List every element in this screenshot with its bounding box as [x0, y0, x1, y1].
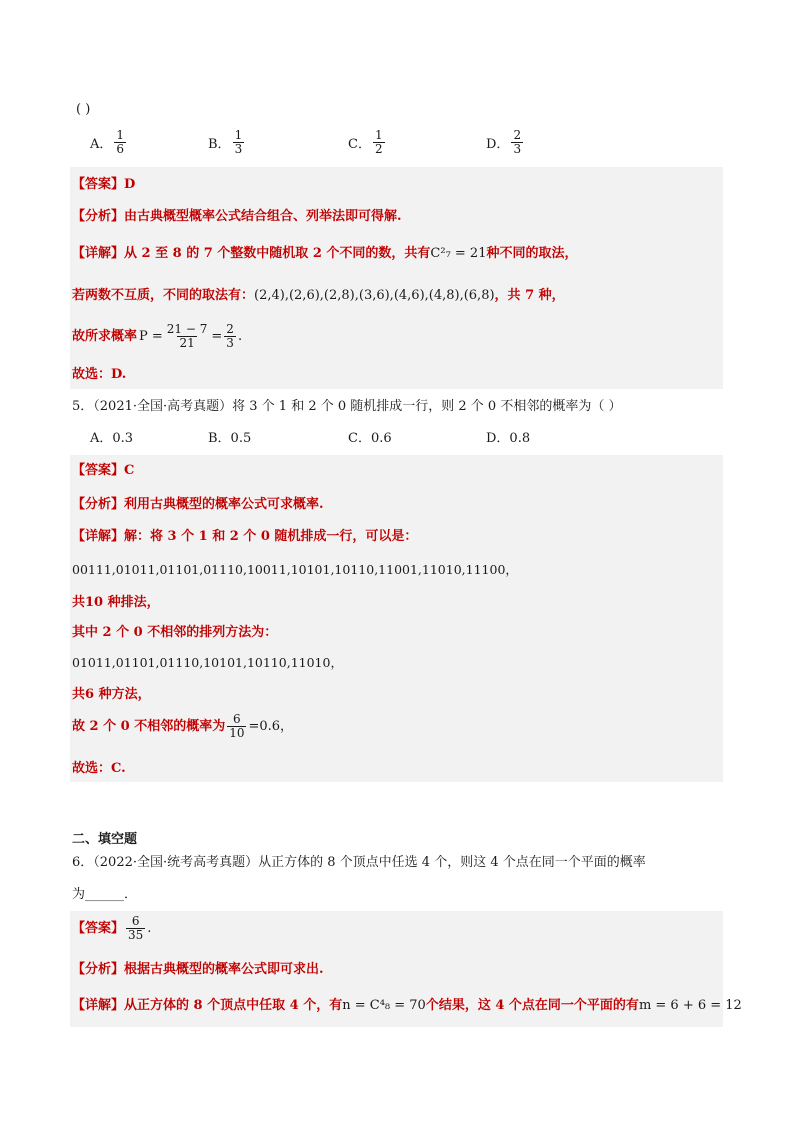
- option-letter: A．: [90, 137, 113, 152]
- q5-count-nonadjacent: 共6 种方法，: [72, 687, 151, 702]
- q5-option-b: B．0.5: [208, 431, 252, 446]
- q5-stem: 5．（2021·全国·高考真题）将 3 个 1 和 2 个 0 随机排成一行，则 2 个 0 不相邻的概率为（ ）: [72, 399, 622, 414]
- option-fraction: $\frac{1}{3}$: [234, 128, 243, 156]
- probability-fraction: $\frac{21 - 7}{21}$: [166, 322, 208, 350]
- answer-fraction: $\frac{6}{35}$: [128, 914, 144, 942]
- q4-analysis: 【分析】由古典概型概率公式结合组合、列举法即可得解.: [72, 209, 402, 224]
- q6-stem-blank: 为______．: [72, 887, 138, 902]
- q5-arrangement-list: 00111,01011,01101,01110,10011,10101,10110,11001,11010,11100，: [72, 562, 518, 577]
- q4-option-a: [90, 129, 128, 156]
- q4-option-b: [208, 129, 246, 156]
- option-fraction: $\frac{1}{6}$: [116, 128, 125, 156]
- probability-fraction: $\frac{6}{10}$: [229, 712, 245, 740]
- q5-option-a: A．0.3: [90, 431, 134, 446]
- q4-detail-line-2: 若两数不互质，不同的取法有：(2,4),(2,6),(2,8),(3,6),(4,6),(4,8),(6,8)，共 7 种，: [72, 288, 565, 303]
- option-fraction: $\frac{1}{2}$: [374, 128, 383, 156]
- q5-option-c: C．0.6: [348, 431, 392, 446]
- q5-nonadjacent-list: 01011,01101,01110,10101,10110,11010，: [72, 655, 343, 670]
- q4-option-d: [486, 129, 525, 156]
- option-fraction: $\frac{2}{3}$: [513, 128, 522, 156]
- q5-analysis: 【分析】利用古典概型的概率公式可求概率.: [72, 497, 324, 512]
- option-letter: D．: [486, 137, 510, 152]
- q5-choose: 故选：C.: [72, 761, 126, 776]
- q4-answer: 【答案】D: [72, 177, 136, 192]
- q5-count-all: 共10 种排法，: [72, 595, 160, 610]
- probability-result-fraction: $\frac{2}{3}$: [226, 322, 234, 350]
- q4-answer-paren: ( ): [76, 102, 91, 117]
- q4-option-c: [348, 129, 387, 156]
- option-letter: C．: [348, 137, 371, 152]
- q4-detail-line-3: 故所求概率 P = $\frac{21 - 7}{21}$ = $\frac{2}{3}$ .: [72, 322, 243, 350]
- q4-solution-box: [70, 167, 723, 389]
- q6-detail: 【详解】从正方体的 8 个顶点中任取 4 个，有n = C⁴₈ = 70个结果，这 4 个点在同一个平面的有m = 6 + 6 = 12: [72, 998, 742, 1013]
- section-heading: 二、填空题: [72, 832, 138, 847]
- q5-option-d: D．0.8: [486, 431, 531, 446]
- q4-detail-line-1: 【详解】从 2 至 8 的 7 个整数中随机取 2 个不同的数，共有C²₇ = 21种不同的取法，: [72, 246, 578, 261]
- q6-answer: 【答案】 $\frac{6}{35}$ .: [72, 914, 152, 942]
- q6-stem: 6．（2022·全国·统考高考真题）从正方体的 8 个顶点中任选 4 个，则这 4 个点在同一个平面的概率: [72, 855, 646, 870]
- q5-detail: 【详解】解：将 3 个 1 和 2 个 0 随机排成一行，可以是：: [72, 529, 418, 544]
- option-letter: B．: [208, 137, 231, 152]
- q5-answer: 【答案】C: [72, 463, 135, 478]
- q5-probability: 故 2 个 0 不相邻的概率为 $\frac{6}{10}$ =0.6，: [72, 712, 294, 740]
- q5-nonadjacent-heading: 其中 2 个 0 不相邻的排列方法为：: [72, 625, 278, 640]
- q6-analysis: 【分析】根据古典概型的概率公式即可求出.: [72, 962, 324, 977]
- q4-choose: 故选：D.: [72, 367, 127, 382]
